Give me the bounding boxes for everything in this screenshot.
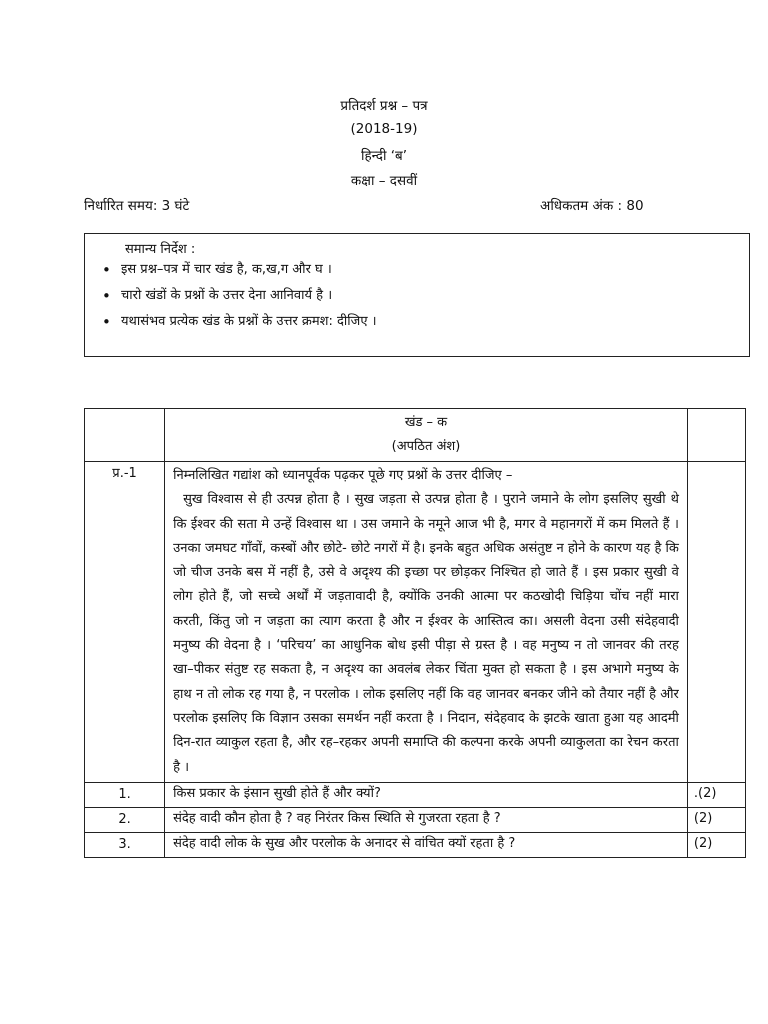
paper-class: कक्षा – दसवीं bbox=[350, 173, 418, 189]
instructions-list bbox=[85, 260, 741, 338]
paper-title: प्रतिदर्श प्रश्न – पत्र bbox=[340, 98, 428, 114]
question-table bbox=[84, 408, 746, 858]
sub-question-text: संदेह वादी लोक के सुख और परलोक के अनादर से वांचित क्यों रहता है ? bbox=[165, 832, 688, 857]
instructions-heading: समान्य निर्देश : bbox=[125, 242, 196, 257]
question-number: प्र.-1 bbox=[85, 462, 165, 783]
sub-question-text: किस प्रकार के इंसान सुखी होते हैं और क्यों? bbox=[165, 782, 688, 807]
table-row bbox=[85, 782, 746, 807]
max-marks: अधिकतम अंक : 80 bbox=[540, 198, 644, 214]
passage-row bbox=[85, 462, 746, 783]
sub-question-text: संदेह वादी कौन होता है ? वह निरंतर किस स्थिति से गुजरता रहता है ? bbox=[165, 807, 688, 832]
time-allowed: निर्धारित समय: 3 घंटे bbox=[84, 198, 190, 214]
general-instructions-box bbox=[84, 233, 750, 357]
sub-question-marks: (2) bbox=[687, 832, 745, 857]
section-title: खंड – क bbox=[404, 415, 448, 430]
sub-question-marks: (2) bbox=[687, 807, 745, 832]
section-heading-cell bbox=[165, 409, 688, 462]
empty-cell bbox=[687, 409, 745, 462]
section-subtitle: (अपठित अंश) bbox=[391, 439, 461, 454]
empty-cell bbox=[85, 409, 165, 462]
sub-question-number: 3. bbox=[85, 832, 165, 857]
instruction-item: • चारो खंडों के प्रश्नों के उत्तर देना आनिवार्य है । bbox=[121, 286, 741, 312]
sub-question-marks: .(2) bbox=[687, 782, 745, 807]
passage-cell bbox=[165, 462, 688, 783]
sub-question-number: 1. bbox=[85, 782, 165, 807]
passage-instruction: निम्नलिखित गद्यांश को ध्यानपूर्वक पढ़कर पूछे गए प्रश्नों के उत्तर दीजिए – bbox=[173, 468, 513, 483]
empty-cell bbox=[687, 462, 745, 783]
table-row bbox=[85, 832, 746, 857]
passage-text: सुख विश्वास से ही उत्पन्न होता है । सुख जड़ता से उत्पन्न होता है । पुराने जमाने के लोग इसलिए सुखी थे कि ईश्वर की सता मे उन्हें विश्वास था । उस जमाने के नमूने आज भी है, मगर वे महानगरों में कम मिलते हैं । उनका जमघट गाँवों, कस्बों और छोटे- छोटे नगरों में है। इनके बहुत अधिक असंतुष्ट न होने के कारण यह है कि जो चीज उनके बस में नहीं है, उसे वे अदृश्य की इच्छा पर छोड़कर निश्चित हो जाते हैं । इस प्रकार सुखी वे लोग होते हैं, जो सच्चे अर्थों में जड़तावादी है, क्योंकि उनकी आत्मा पर कठखोदी चिड़िया चोंच नहीं मारा करती, किंतु जो न जड़ता का त्याग करता है और न ईश्वर के आस्तित्व का। असली वेदना उसी संदेहवादी मनुष्य की वेदना है । ‘परिचय’ का आधुनिक बोध इसी पीड़ा से ग्रस्त है । वह मनुष्य न तो जानवर की तरह खा–पीकर संतुष्ट रह सकता है, न अदृश्य का अवलंब लेकर चिंता मुक्त हो सकता है । इस अभागे मनुष्य के हाथ न तो लोक रह गया है, न परलोक । लोक इसलिए नहीं कि वह जानवर बनकर जीने को तैयार नहीं है और परलोक इसलिए कि विज्ञान उसका समर्थन नहीं करता है । निदान, संदेहवाद के झटके खाता हुआ यह आदमी दिन-रात व्याकुल रहता है, और रह–रहकर अपनी समाप्ति की कल्पना करके अपनी व्याकुलता का रेचन करता है । bbox=[173, 492, 679, 775]
sub-question-number: 2. bbox=[85, 807, 165, 832]
section-header-row bbox=[85, 409, 746, 462]
instruction-item: • यथासंभव प्रत्येक खंड के प्रश्नों के उत्तर क्रमश: दीजिए । bbox=[121, 312, 741, 338]
paper-year: (2018-19) bbox=[350, 121, 418, 137]
instruction-item: • इस प्रश्न–पत्र में चार खंड है, क,ख,ग और घ । bbox=[121, 260, 741, 286]
table-row bbox=[85, 807, 746, 832]
paper-subject: हिन्दी ‘ब’ bbox=[360, 148, 408, 164]
